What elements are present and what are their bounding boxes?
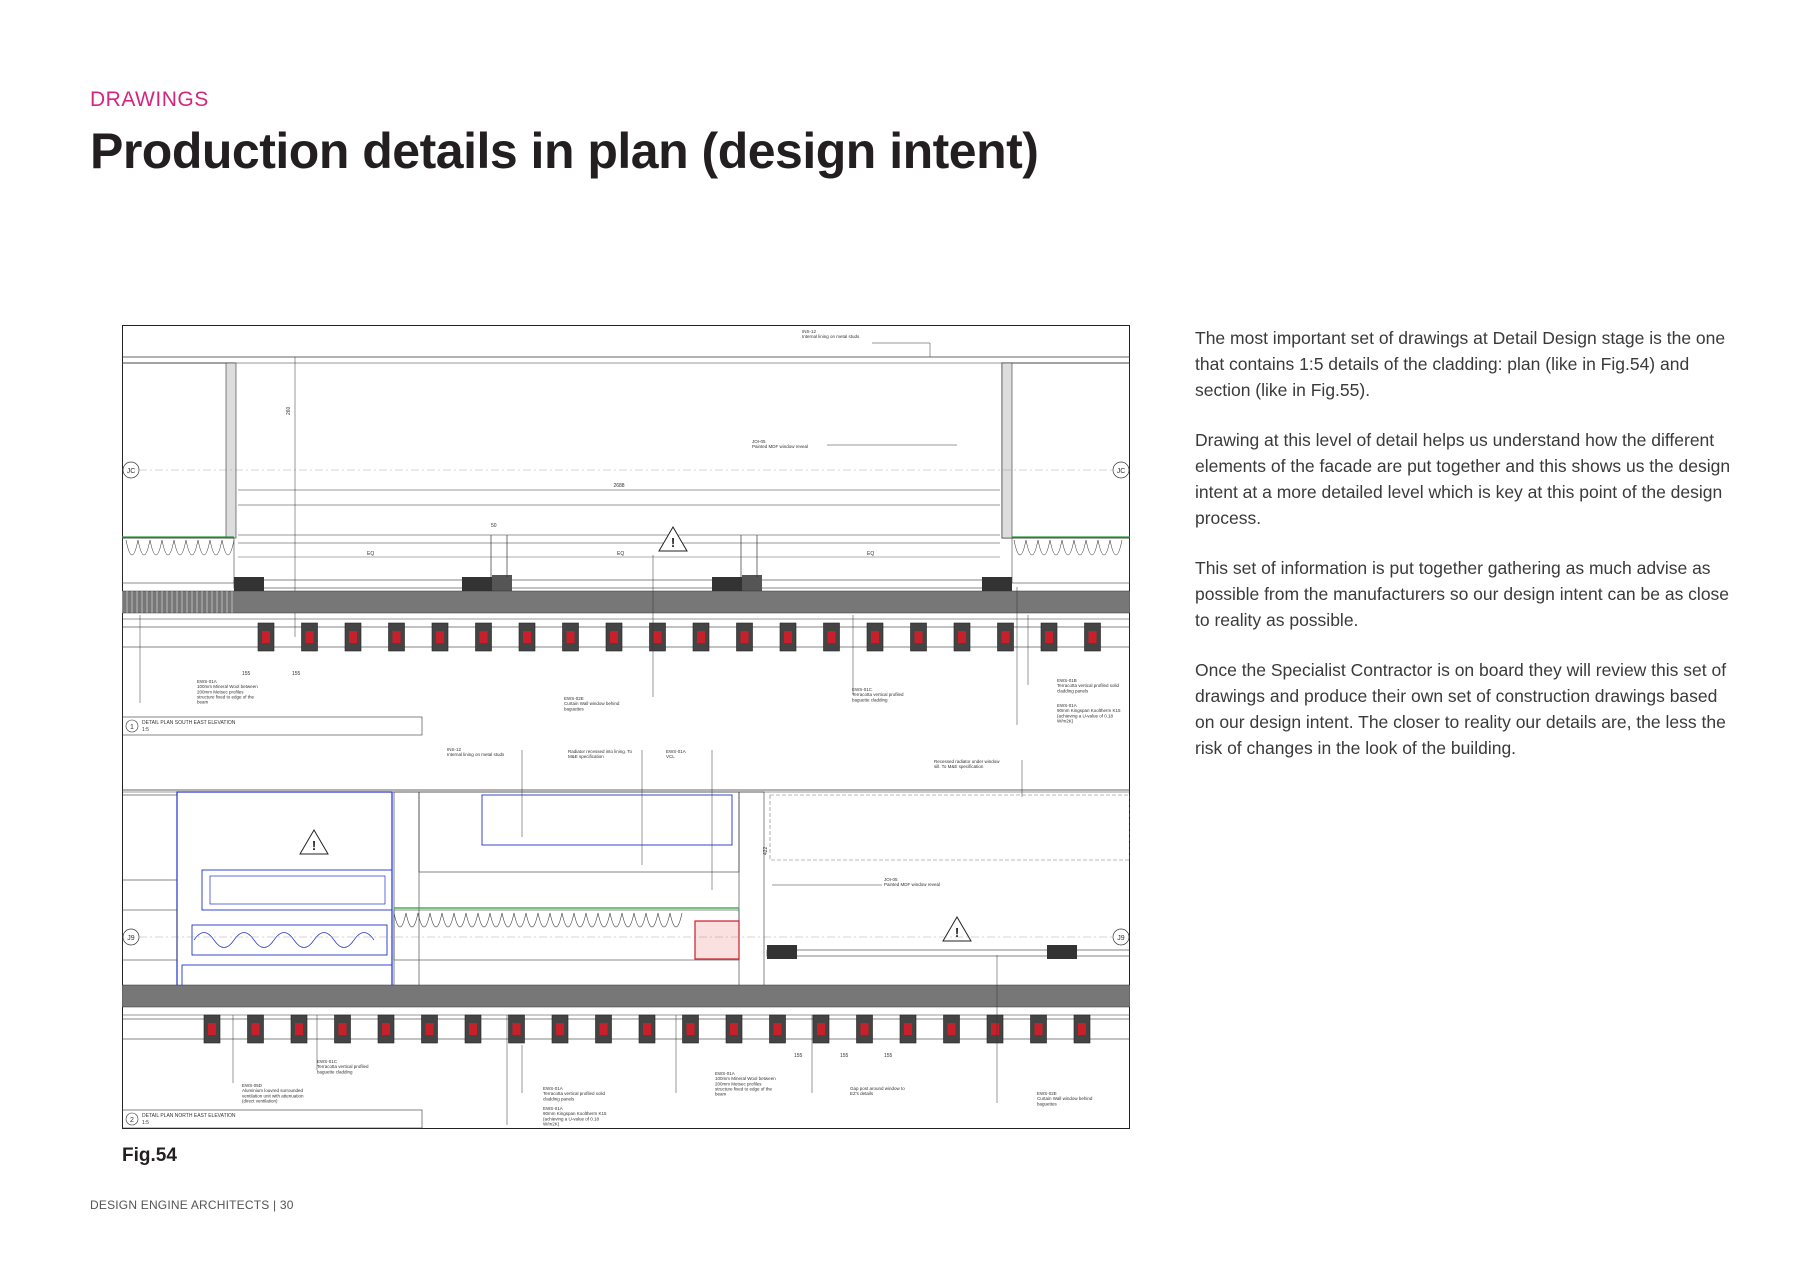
baguette-core [687, 1023, 695, 1035]
baguette-core [480, 631, 488, 643]
baguette-core [469, 1023, 477, 1035]
baguette-core [610, 631, 618, 643]
bottom-detail-scale: 1:5 [142, 1120, 149, 1126]
page-title: Production details in plan (design intent) [90, 123, 1039, 179]
baguette-core [784, 631, 792, 643]
top-grid-right: JC [1116, 468, 1126, 475]
baguette-core [382, 1023, 390, 1035]
top-note-ews01a: EWS-01A 100mm Mineral Wool between 200mm Metsec profiles structure fixed to edge of the beam [197, 679, 258, 705]
baguette-core [904, 1023, 912, 1035]
detail-plan-drawing [122, 325, 1130, 1129]
bottom-dim-422: 422 [763, 846, 769, 855]
bottom-dim-155-b: 155 [840, 1053, 849, 1059]
baguette-core [393, 631, 401, 643]
baguette-core [643, 1023, 651, 1035]
body-paragraph: Once the Specialist Contractor is on board they will review this set of drawings and produce their own set of construction drawings based on our design intent. The closer to reality our details are, the less the risk of changes in the look of the building. [1195, 660, 1727, 758]
bottom-note-ins12: INS-12 Internal lining on metal studs [447, 747, 505, 758]
baguette-core [915, 631, 923, 643]
bottom-note-radiator: Radiator recessed into lining. To M&E specification [568, 749, 632, 760]
bottom-detail-title: DETAIL PLAN NORTH EAST ELEVATION [142, 1113, 236, 1119]
body-text [1195, 325, 1735, 785]
svg-text:!: ! [954, 925, 960, 940]
top-note-ins12: INS-12 Internal lining on metal studs [802, 329, 860, 340]
bottom-dim-155-c: 155 [884, 1053, 893, 1059]
baguette-core [252, 1023, 260, 1035]
section-label: DRAWINGS [90, 88, 209, 111]
baguette-core [948, 1023, 956, 1035]
bottom-note-joi05: JOI-05 Painted MDF window reveal [884, 877, 941, 888]
top-dim-eq-1: EQ [367, 551, 375, 557]
baguette-core [828, 631, 836, 643]
body-paragraph: Drawing at this level of detail helps us understand how the different elements of the facade are put together and this shows us the design intent at a more detailed level which is key at this point of the design process. [1195, 430, 1731, 528]
top-dim-height: 260 [286, 406, 292, 415]
svg-text:!: ! [311, 838, 317, 853]
baguette-core [958, 631, 966, 643]
figure-caption: Fig.54 [122, 1145, 177, 1166]
baguette-core [295, 1023, 303, 1035]
baguette-core [208, 1023, 216, 1035]
baguette-core [513, 1023, 521, 1035]
baguette-core [861, 1023, 869, 1035]
top-note-joi05: JOI-05 Painted MDF window reveal [752, 439, 809, 450]
baguette-core [349, 631, 357, 643]
baguette-core [991, 1023, 999, 1035]
baguette-core [262, 631, 270, 643]
baguette-core [306, 631, 314, 643]
baguette-core [426, 1023, 434, 1035]
top-detail-number: 1 [130, 724, 134, 731]
baguette-core [697, 631, 705, 643]
body-paragraph: The most important set of drawings at Detail Design stage is the one that contains 1:5 details of the cladding: plan (like in Fig.54) and section (like in Fig.55). [1195, 328, 1726, 400]
top-note-ews01b: EWS-01B Terracotta vertical profiled solid cladding panels [1057, 678, 1120, 694]
bottom-note-recessed: Recessed radiator under window sill. To M&E specification [934, 759, 1000, 770]
baguette-core [556, 1023, 564, 1035]
top-note-ews02e: EWS-02E Curtain Wall window behind baguettes [564, 696, 620, 712]
top-dim-50: 50 [491, 523, 497, 529]
baguette-core [567, 631, 575, 643]
drawing-svg [122, 325, 1130, 1129]
bottom-note-ews01a-c: EWS-01A 90mm Kingspan Kooltherm K15 (achieving a U-value of 0.18 W/m2K) [543, 1106, 607, 1127]
top-note-ews01c: EWS-01C Terracotta vertical profiled baguette cladding [852, 687, 904, 703]
baguette-core [1045, 631, 1053, 643]
bottom-dim-155-a: 155 [794, 1053, 803, 1059]
baguette-core [436, 631, 444, 643]
baguette-core [1002, 631, 1010, 643]
baguette-core [654, 631, 662, 643]
top-dim-width: 2688 [613, 483, 625, 489]
top-dim-eq-3: EQ [867, 551, 875, 557]
top-dim-eq-2: EQ [617, 551, 625, 557]
baguette-core [1089, 631, 1097, 643]
baguette-core [339, 1023, 347, 1035]
top-grid-left: JC [126, 468, 136, 475]
body-paragraph: This set of information is put together gathering as much advise as possible from the manufacturers so our design intent can be as close to reality as possible. [1195, 558, 1730, 630]
baguette-core [741, 631, 749, 643]
baguette-core [817, 1023, 825, 1035]
bottom-grid-right: J9 [1117, 935, 1125, 942]
svg-text:!: ! [670, 535, 676, 550]
bottom-note-ews01c: EWS-01C Terracotta vertical profiled baguette cladding [317, 1059, 369, 1075]
baguette-core [730, 1023, 738, 1035]
bottom-grid-left: J9 [127, 935, 135, 942]
bottom-note-ews01a: EWS-01A VCL [666, 749, 686, 760]
page-footer: DESIGN ENGINE ARCHITECTS | 30 [90, 1198, 294, 1212]
top-dim-155-b: 155 [292, 671, 301, 677]
bottom-note-gap: Gap post around window to EZ's details [850, 1086, 905, 1097]
baguette-core [1078, 1023, 1086, 1035]
baguette-core [523, 631, 531, 643]
baguette-core [871, 631, 879, 643]
bottom-note-ews02e: EWS-02E Curtain Wall window behind baguettes [1037, 1091, 1093, 1107]
baguette-core [1035, 1023, 1043, 1035]
top-detail-title: DETAIL PLAN SOUTH EAST ELEVATION [142, 720, 236, 726]
top-detail-scale: 1:5 [142, 727, 149, 733]
bottom-note-ews01a-d: EWS-01A 100mm Mineral Wool between 200mm Metsec profiles structure fixed to edge of the beam [715, 1071, 776, 1097]
baguette-core [774, 1023, 782, 1035]
top-dim-155-a: 155 [242, 671, 251, 677]
bottom-detail-number: 2 [130, 1117, 134, 1124]
bottom-note-ews01a-b: EWS-01A Terracotta vertical profiled solid cladding panels [543, 1086, 606, 1102]
top-note-ews01a-2: EWS-01A 90mm Kingspan Kooltherm K15 (achieving a U-value of 0.18 W/m2K) [1057, 703, 1121, 724]
baguette-core [600, 1023, 608, 1035]
bottom-note-ews05d: EWS-05D Aluminium louvred surrounded ventilation unit with attenuation (direct ventilation) [242, 1083, 304, 1104]
